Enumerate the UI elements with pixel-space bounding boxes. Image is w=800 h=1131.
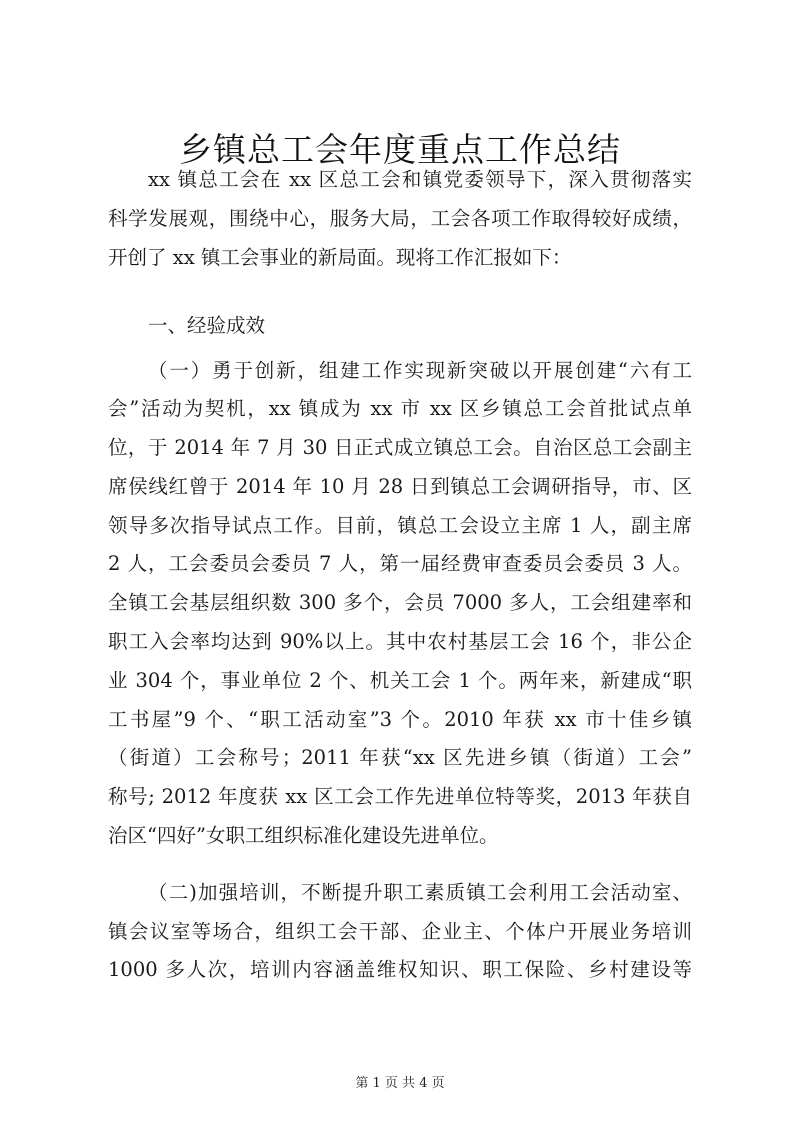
- text-line: 领导多次指导试点工作。目前，镇总工会设立主席 1 人，副主席: [108, 514, 692, 537]
- text-line: 职工入会率均达到 90%以上。其中农村基层工会 16 个，非公企: [108, 630, 692, 653]
- text-line: 会”活动为契机，xx 镇成为 xx 市 xx 区乡镇总工会首批试点单: [108, 397, 692, 420]
- section-heading: 一、经验成效: [148, 314, 266, 337]
- document-title: 乡镇总工会年度重点工作总结: [179, 130, 621, 169]
- text-line: 称号; 2012 年度获 xx 区工会工作先进单位特等奖，2013 年获自: [108, 785, 692, 808]
- text-line: （二)加强培训，不断提升职工素质镇工会利用工会活动室、: [148, 881, 692, 904]
- text-line: 治区“四好”女职工组织标准化建设先进单位。: [108, 824, 499, 847]
- text-line: 镇会议室等场合，组织工会干部、企业主、个体户开展业务培训: [108, 920, 692, 943]
- text-line: 业 304 个，事业单位 2 个、机关工会 1 个。两年来，新建成“职: [108, 669, 692, 692]
- text-line: 席侯线红曾于 2014 年 10 月 28 日到镇总工会调研指导，市、区: [108, 475, 692, 498]
- text-line: （街道）工会称号；2011 年获“xx 区先进乡镇（街道）工会”: [108, 746, 692, 769]
- text-line: 科学发展观，围绕中心，服务大局，工会各项工作取得较好成绩，: [108, 207, 692, 230]
- text-line: 开创了 xx 镇工会事业的新局面。现将工作汇报如下：: [108, 246, 572, 269]
- text-line: 位，于 2014 年 7 月 30 日正式成立镇总工会。自治区总工会副主: [108, 436, 692, 459]
- text-line: （一）勇于创新，组建工作实现新突破以开展创建“六有工: [148, 359, 692, 382]
- text-line: 1000 多人次，培训内容涵盖维权知识、职工保险、乡村建设等: [108, 958, 692, 981]
- text-line: 工书屋”9 个、“职工活动室”3 个。2010 年获 xx 市十佳乡镇: [108, 708, 692, 731]
- page-footer: 第 1 页 共 4 页: [355, 1076, 445, 1091]
- text-line: 全镇工会基层组织数 300 多个，会员 7000 多人，工会组建率和: [108, 591, 692, 614]
- text-line: xx 镇总工会在 xx 区总工会和镇党委领导下，深入贯彻落实: [148, 168, 692, 191]
- text-line: 2 人，工会委员会委员 7 人，第一届经费审查委员会委员 3 人。: [108, 552, 692, 575]
